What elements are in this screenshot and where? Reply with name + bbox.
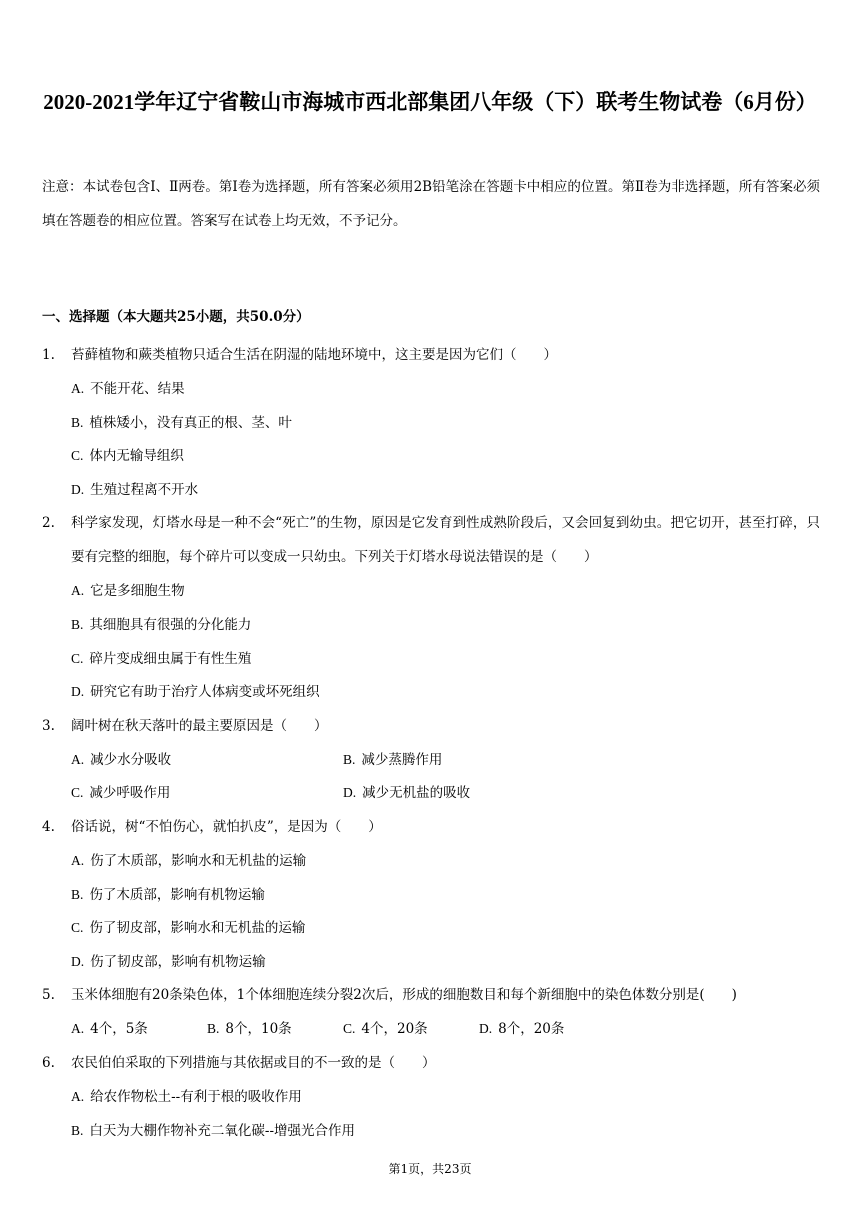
option-text: 4个，20条 xyxy=(361,1021,428,1038)
option-d xyxy=(42,945,820,979)
option-letter: D. xyxy=(71,481,85,497)
question-number: 4. xyxy=(42,818,55,835)
option-text: 不能开花、结果 xyxy=(90,381,185,397)
option-letter: B. xyxy=(71,414,84,430)
option-letter: D. xyxy=(479,1021,493,1037)
question-stem xyxy=(42,1046,820,1080)
option-b xyxy=(343,743,615,778)
option-a xyxy=(42,574,820,608)
page-title: 2020-2021学年辽宁省鞍山市海城市西北部集团八年级（下）联考生物试卷（6月份） xyxy=(43,90,817,114)
option-d xyxy=(343,776,615,811)
option-c xyxy=(42,642,820,676)
question-text: 俗话说，树“不怕伤心，就怕扒皮”，是因为（ ） xyxy=(71,818,382,835)
option-b xyxy=(42,878,820,912)
question-text: 苔藓植物和蕨类植物只适合生活在阴湿的陆地环境中，这主要是因为它们（ ） xyxy=(71,347,557,363)
option-text: 减少无机盐的吸收 xyxy=(362,785,471,802)
question-number: 3. xyxy=(42,717,55,734)
question-2 xyxy=(42,506,820,708)
option-row xyxy=(42,776,820,810)
option-letter: D. xyxy=(71,953,85,969)
option-text: 其细胞具有很强的分化能力 xyxy=(89,616,252,633)
option-letter: B. xyxy=(71,886,84,902)
option-d xyxy=(42,473,820,507)
option-text: 研究它有助于治疗人体病变或坏死组织 xyxy=(90,684,320,701)
section-heading: 一、选择题（本大题共25小题，共50.0分） xyxy=(42,309,310,325)
option-text: 8个，10条 xyxy=(225,1021,292,1038)
option-text: 伤了韧皮部，影响水和无机盐的运输 xyxy=(89,920,306,937)
option-c xyxy=(71,776,343,811)
page-footer: 第1页，共23页 xyxy=(388,1162,472,1176)
option-c xyxy=(42,911,820,945)
question-stem xyxy=(42,709,820,743)
option-text: 给农作物松土--有利于根的吸收作用 xyxy=(90,1088,302,1105)
option-row xyxy=(42,743,820,777)
option-letter: C. xyxy=(71,920,84,936)
option-letter: A. xyxy=(71,1021,85,1037)
question-stem xyxy=(42,338,820,372)
option-a xyxy=(71,743,343,778)
option-b xyxy=(42,406,820,440)
question-5 xyxy=(42,978,820,1046)
option-text: 白天为大棚作物补充二氧化碳--增强光合作用 xyxy=(89,1122,356,1139)
question-stem xyxy=(42,978,820,1012)
option-letter: B. xyxy=(207,1021,220,1037)
option-text: 减少水分吸收 xyxy=(90,751,172,768)
option-text: 伤了韧皮部，影响有机物运输 xyxy=(90,953,266,970)
option-letter: C. xyxy=(71,785,84,801)
option-row xyxy=(42,1012,820,1046)
option-b xyxy=(207,1012,343,1047)
option-text: 8个，20条 xyxy=(498,1021,565,1038)
option-text: 减少蒸腾作用 xyxy=(361,751,443,768)
option-c xyxy=(42,439,820,473)
option-text: 生殖过程离不开水 xyxy=(90,481,199,498)
option-a xyxy=(42,372,820,406)
option-text: 伤了木质部，影响有机物运输 xyxy=(89,886,265,903)
option-b xyxy=(42,1114,820,1148)
question-text: 阔叶树在秋天落叶的最主要原因是（ ） xyxy=(71,717,328,734)
option-letter: A. xyxy=(71,751,85,767)
option-text: 伤了木质部，影响水和无机盐的运输 xyxy=(90,852,307,869)
question-text: 科学家发现，灯塔水母是一种不会“死亡”的生物，原因是它发育到性成熟阶段后，又会回复到幼虫。把它切开，甚至打碎，只要有完整的细胞，每个碎片可以变成一只幼虫。下列关于灯塔水母说法错误的是（ ） xyxy=(71,515,820,566)
question-1 xyxy=(42,338,820,506)
option-a xyxy=(42,844,820,878)
question-number: 2. xyxy=(42,515,55,532)
option-letter: B. xyxy=(71,616,84,632)
question-stem xyxy=(42,506,820,574)
option-letter: A. xyxy=(71,381,85,396)
option-d xyxy=(42,675,820,709)
option-letter: B. xyxy=(71,1122,84,1138)
option-letter: D. xyxy=(71,684,85,700)
question-6 xyxy=(42,1046,820,1147)
option-text: 4个，5条 xyxy=(90,1021,148,1038)
option-letter: A. xyxy=(71,852,85,868)
question-text: 玉米体细胞有20条染色体，1个体细胞连续分裂2次后，形成的细胞数目和每个新细胞中的染色体数分别是( ) xyxy=(71,987,737,1004)
option-b xyxy=(42,608,820,642)
option-a xyxy=(42,1080,820,1114)
question-number: 5. xyxy=(42,987,55,1004)
option-letter: D. xyxy=(343,785,357,801)
option-letter: C. xyxy=(71,650,84,666)
option-letter: B. xyxy=(343,751,356,767)
option-d xyxy=(479,1012,615,1047)
question-4 xyxy=(42,810,820,978)
option-text: 减少呼吸作用 xyxy=(89,785,171,802)
option-letter: A. xyxy=(71,583,85,599)
option-a xyxy=(71,1012,207,1047)
question-text: 农民伯伯采取的下列措施与其依据或目的不一致的是（ ） xyxy=(71,1054,436,1071)
option-text: 它是多细胞生物 xyxy=(90,583,185,600)
option-letter: C. xyxy=(343,1021,356,1037)
question-list xyxy=(42,338,820,1147)
option-text: 体内无输导组织 xyxy=(89,448,184,465)
option-letter: C. xyxy=(71,448,84,464)
question-number: 6. xyxy=(42,1054,55,1071)
question-number: 1. xyxy=(42,347,55,363)
question-stem xyxy=(42,810,820,844)
option-letter: A. xyxy=(71,1088,85,1104)
option-text: 碎片变成细虫属于有性生殖 xyxy=(89,650,252,667)
option-c xyxy=(343,1012,479,1047)
exam-notice: 注意：本试卷包含Ⅰ、Ⅱ两卷。第Ⅰ卷为选择题，所有答案必须用2B铅笔涂在答题卡中相应的位置。第Ⅱ卷为非选择题，所有答案必须填在答题卷的相应位置。答案写在试卷上均无效，不予记分。 xyxy=(42,179,820,229)
option-text: 植株矮小，没有真正的根、茎、叶 xyxy=(89,414,292,431)
question-3 xyxy=(42,709,820,810)
